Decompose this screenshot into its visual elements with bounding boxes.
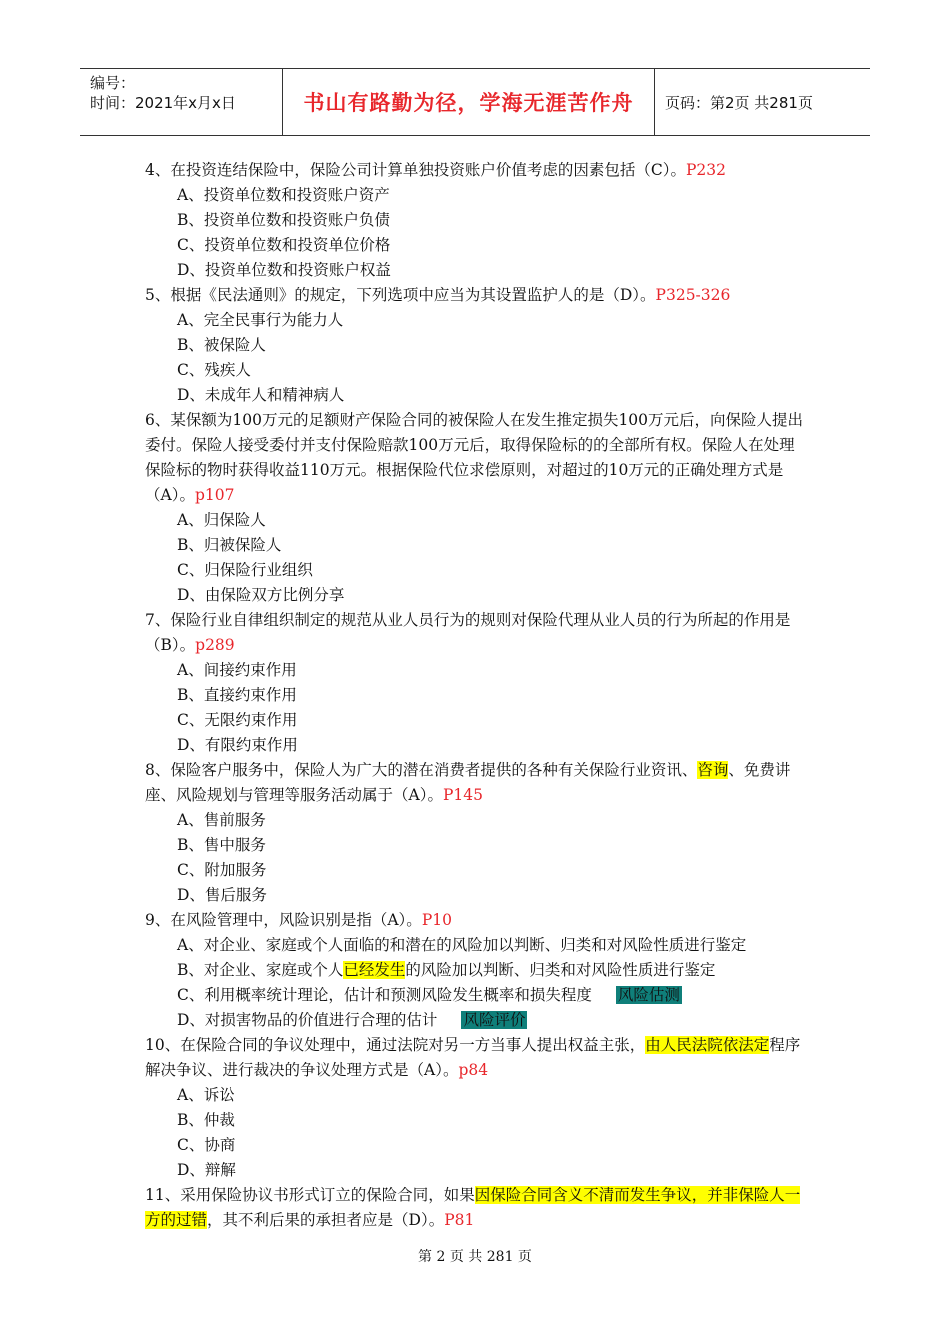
page-reference: P10: [421, 911, 452, 929]
annotation-tag: 风险评价: [463, 1011, 526, 1029]
question-6: 6、某保额为100万元的足额财产保险合同的被保险人在发生推定损失100万元后，向保险人提出委付。保险人接受委付并支付保险赔款100万元后，取得保险标的的全部所有权。保险人在处理保险标的物时获得收益110万元。根据保险代位求偿原则，对超过的10万元的正确处理方式是（A）。p107: [145, 411, 804, 504]
question-4: 4、在投资连结保险中，保险公司计算单独投资账户价值考虑的因素包括（C）。P232: [145, 161, 726, 179]
page-reference: P232: [685, 161, 726, 179]
option: C、利用概率统计理论，估计和预测风险发生概率和损失程度 风险估测: [177, 986, 680, 1004]
option: D、辩解: [177, 1161, 236, 1179]
header-motto-cell: [282, 69, 655, 135]
highlighted-text: 咨询: [697, 761, 729, 779]
option: C、无限约束作用: [177, 711, 298, 729]
option: B、仲裁: [177, 1111, 235, 1129]
annotation-tag: 风险估测: [617, 986, 680, 1004]
option: B、直接约束作用: [177, 686, 297, 704]
option: D、未成年人和精神病人: [177, 386, 345, 404]
option: D、售后服务: [177, 886, 267, 904]
page-reference: p107: [194, 486, 235, 504]
option: B、售中服务: [177, 836, 266, 854]
page-reference: p84: [458, 1061, 489, 1079]
option: B、对企业、家庭或个人已经发生的风险加以判断、归类和对风险性质进行鉴定: [177, 961, 716, 979]
option: B、被保险人: [177, 336, 266, 354]
page-reference: P145: [442, 786, 483, 804]
question-10: 10、在保险合同的争议处理中，通过法院对另一方当事人提出权益主张，由人民法院依法定程序解决争议、进行裁决的争议处理方式是（A）。p84: [145, 1036, 801, 1079]
option: D、对损害物品的价值进行合理的估计 风险评价: [177, 1011, 526, 1029]
option: D、投资单位数和投资账户权益: [177, 261, 391, 279]
page-code-label: 页码：第2页 共281页: [665, 93, 813, 112]
option: A、诉讼: [177, 1086, 235, 1104]
option: B、归被保险人: [177, 536, 282, 554]
option: A、完全民事行为能力人: [177, 311, 344, 329]
highlighted-text: 已经发生: [343, 961, 406, 979]
question-11: 11、采用保险协议书形式订立的保险合同，如果因保险合同含义不清而发生争议，并非保险人一方的过错，其不利后果的承担者应是（D）。P81: [145, 1186, 801, 1229]
question-7: 7、保险行业自律组织制定的规范从业人员行为的规则对保险代理从业人员的行为所起的作用是（B）。p289: [145, 611, 791, 654]
page-reference: p289: [195, 636, 235, 654]
question-5: 5、根据《民法通则》的规定，下列选项中应当为其设置监护人的是（D）。P325-326: [145, 286, 731, 304]
option: A、对企业、家庭或个人面临的和潜在的风险加以判断、归类和对风险性质进行鉴定: [177, 936, 747, 954]
option: A、投资单位数和投资账户资产: [177, 186, 390, 204]
header-meta: [80, 69, 282, 135]
option: C、投资单位数和投资单位价格: [177, 236, 391, 254]
option: C、归保险行业组织: [177, 561, 313, 579]
page-header: [80, 68, 870, 136]
highlighted-text: 由人民法院依法定: [645, 1036, 770, 1054]
option: B、投资单位数和投资账户负债: [177, 211, 390, 229]
serial-number-label: 编号：: [90, 74, 136, 92]
motto: 书山有路勤为径，学海无涯苦作舟: [303, 91, 634, 115]
date-label: 时间：2021年x月x日: [90, 94, 236, 112]
page-reference: P325-326: [655, 286, 731, 304]
option: A、售前服务: [177, 811, 266, 829]
question-9: 9、在风险管理中，风险识别是指（A）。P10: [145, 911, 452, 929]
option: D、有限约束作用: [177, 736, 298, 754]
option: C、附加服务: [177, 861, 267, 879]
question-list: [145, 158, 810, 1233]
option: D、由保险双方比例分享: [177, 586, 345, 604]
header-page-code: [655, 69, 870, 135]
option: C、残疾人: [177, 361, 251, 379]
option: A、间接约束作用: [177, 661, 297, 679]
option: A、归保险人: [177, 511, 266, 529]
option: C、协商: [177, 1136, 236, 1154]
page-footer: 第 2 页 共 281 页: [418, 1249, 532, 1265]
question-8: 8、保险客户服务中，保险人为广大的潜在消费者提供的各种有关保险行业资讯、咨询、免费讲座、风险规划与管理等服务活动属于（A）。P145: [145, 761, 791, 804]
highlighted-text: 因保险合同含义不清而发生争议，并非保险人一方的过错: [145, 1186, 801, 1229]
page-reference: P81: [444, 1211, 475, 1229]
